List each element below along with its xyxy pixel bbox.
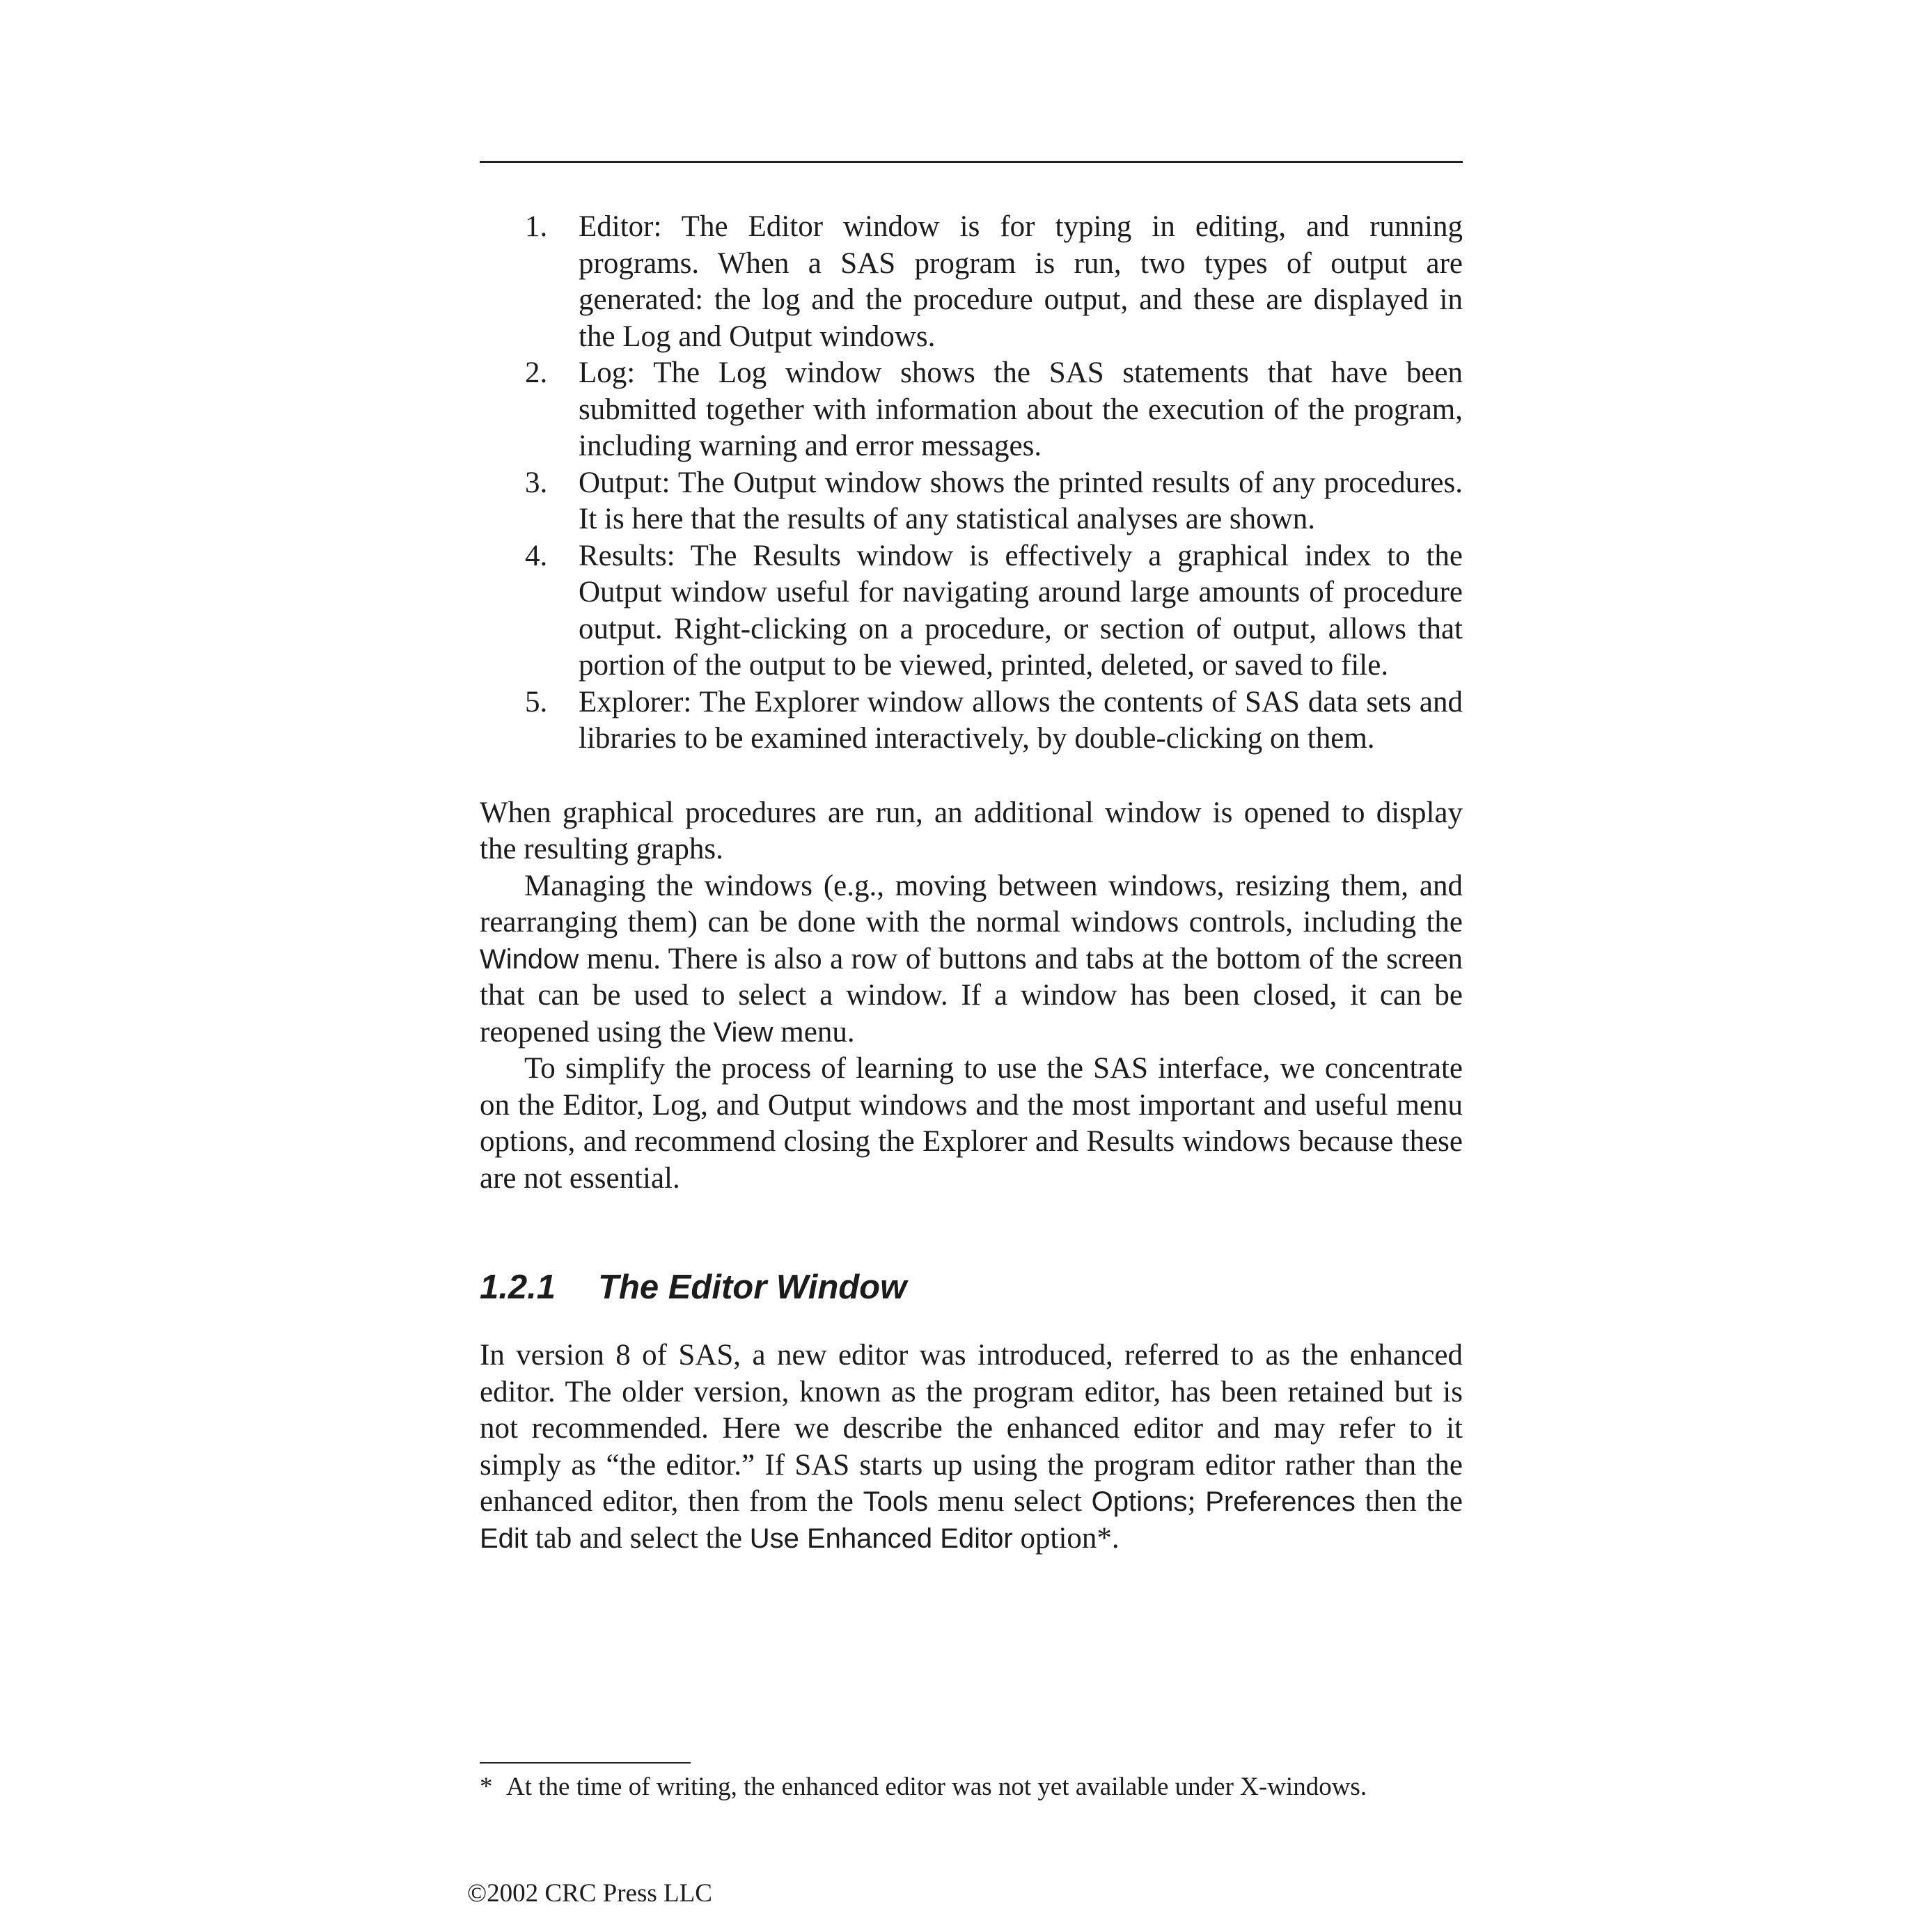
- paragraph-text: Managing the windows (e.g., moving between windows, resizing them, and rearranging them) can be done with the normal windows controls, including the: [480, 869, 1463, 938]
- footnote-mark: *: [480, 1773, 493, 1801]
- list-item: [480, 538, 1463, 684]
- section-heading: [480, 1266, 1463, 1308]
- section-number: 1.2.1: [480, 1269, 556, 1306]
- preferences-menu-name: Preferences: [1205, 1486, 1356, 1517]
- graphs-paragraph: When graphical procedures are run, an additional window is opened to display the resulting graphs.: [480, 796, 1463, 865]
- list-item-text: Explorer: The Explorer window allows the contents of SAS data sets and libraries to be examined interactively, by double-clicking on them.: [579, 685, 1463, 755]
- footnote: [480, 1770, 1463, 1804]
- list-item: [480, 465, 1463, 538]
- list-item: [480, 209, 1463, 355]
- paragraph-text: In version 8 of SAS, a new editor was introduced, referred to as the enhanced editor. The older version, known as the program editor, has been retained but is not recommended. Here we describe the enhanced editor and may refer to it simply as “the editor.” If SAS starts up using the program editor rather than the enhanced editor, then from the: [480, 1339, 1463, 1518]
- list-item: [480, 355, 1463, 465]
- paragraph-text: then the: [1355, 1485, 1463, 1518]
- header-rule: [480, 161, 1463, 163]
- paragraph-text: menu select: [927, 1485, 1092, 1518]
- options-menu-name: Options: [1091, 1486, 1188, 1517]
- list-item-text: Editor: The Editor window is for typing in editing, and running programs. When a SAS program is run, two types of output are generated: the log and the procedure output, and these are displayed in the Log and Output windows.: [579, 210, 1463, 353]
- list-item-number: 1.: [525, 210, 548, 243]
- paragraph-text: ;: [1187, 1485, 1206, 1518]
- list-item-text: Log: The Log window shows the SAS statements that have been submitted together with information about the execution of the program, including warning and error messages.: [579, 356, 1463, 462]
- list-item-number: 4.: [525, 539, 548, 572]
- editor-paragraph: [480, 1337, 1463, 1557]
- edit-tab-name: Edit: [480, 1523, 528, 1554]
- tools-menu-name: Tools: [863, 1486, 928, 1517]
- use-enhanced-editor-option: Use Enhanced Editor: [749, 1523, 1013, 1554]
- list-item-number: 5.: [525, 685, 548, 718]
- footnote-text: At the time of writing, the enhanced editor was not yet available under X-windows.: [506, 1773, 1367, 1801]
- text-column: [480, 209, 1463, 1557]
- simplify-paragraph: To simplify the process of learning to use the SAS interface, we concentrate on the Editor, Log, and Output windows and the most important and useful menu options, and recommend closing the Explorer and Results windows because these are not essential.: [480, 1052, 1463, 1195]
- paragraph-text: menu. There is also a row of buttons and tabs at the bottom of the screen that can be used to select a window. If a window has been closed, it can be reopened using the: [480, 942, 1463, 1049]
- list-item-text: Output: The Output window shows the printed results of any procedures. It is here that the results of any statistical analyses are shown.: [579, 466, 1463, 535]
- list-item-number: 2.: [525, 356, 548, 389]
- view-menu-name: View: [713, 1016, 773, 1048]
- list-item: [480, 684, 1463, 757]
- managing-windows-paragraph: [480, 868, 1463, 1051]
- window-menu-name: Window: [480, 943, 579, 975]
- paragraph-text: menu.: [773, 1015, 855, 1049]
- section-title: The Editor Window: [598, 1269, 907, 1306]
- paragraph-text: option*.: [1012, 1521, 1120, 1555]
- footnote-rule: [480, 1762, 691, 1764]
- list-item-text: Results: The Results window is effectively a graphical index to the Output window useful for navigating around large amounts of procedure output. Right-clicking on a procedure, or section of output, allows that portion of the output to be viewed, printed, deleted, or saved to file.: [579, 539, 1463, 682]
- list-item-number: 3.: [525, 466, 548, 499]
- copyright-notice: ©2002 CRC Press LLC: [467, 1879, 712, 1908]
- sas-windows-list: [480, 209, 1463, 757]
- paragraph-text: tab and select the: [527, 1521, 750, 1555]
